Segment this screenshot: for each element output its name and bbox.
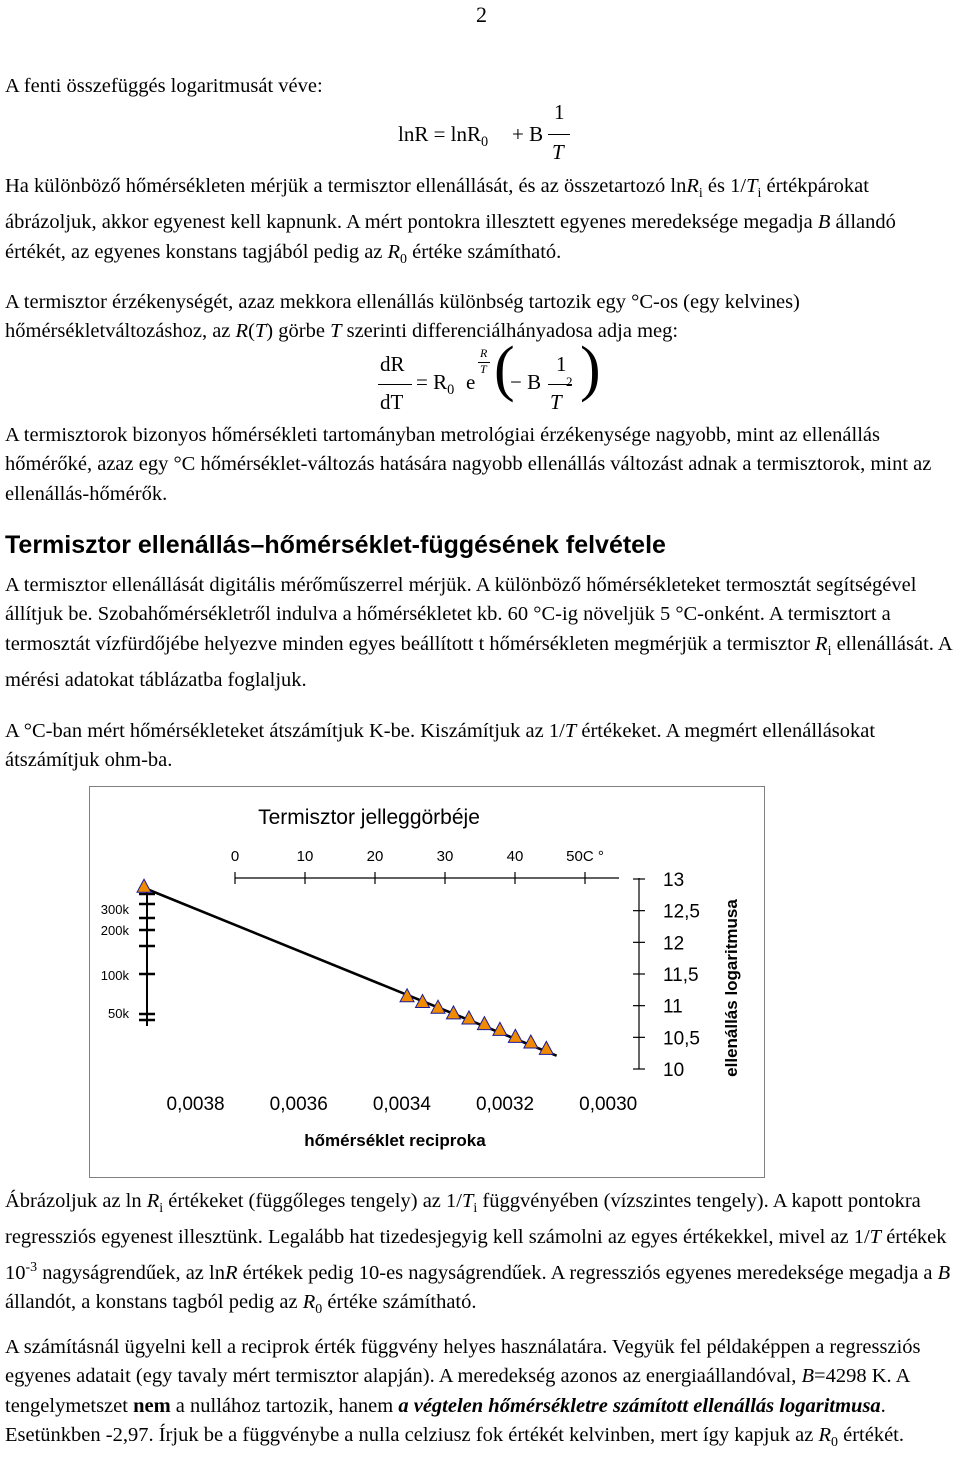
right-axis-tick-label: 10,5: [663, 1028, 700, 1050]
eq2-frac-den: T: [550, 390, 562, 414]
eq2-exp-base: e: [466, 370, 476, 394]
right-axis-tick-label: 12,5: [663, 901, 700, 923]
eq2-square: 2: [566, 374, 573, 389]
paragraph-sensitivity: A termisztor érzékenységét, azaz mekkora ellenállás különbség tartozik egy °C-os (egy kelvines) hőmérsékletváltozáshoz, az R(T) görbe T szerinti differenciálhányadosa adja meg:: [5, 291, 800, 343]
eq2-equals-r: = $R_0$: [416, 370, 455, 399]
top-axis-tick-label: 0: [230, 848, 240, 865]
right-axis-tick-label: 11,5: [663, 965, 699, 986]
right-axis-tick-label: 10: [663, 1060, 685, 1081]
thermistor-chart: [89, 786, 765, 1178]
top-axis-tick-label: 30: [436, 848, 454, 865]
x-axis-tick-label: 0,0034: [372, 1094, 431, 1115]
chart-xlabel: hőmérséklet reciproka: [304, 1131, 486, 1150]
chart-ylabel: ellenállás logaritmusa: [722, 899, 741, 1077]
eq2-left-paren: (: [494, 335, 515, 403]
x-axis-tick-label: 0,0032: [475, 1094, 535, 1115]
left-axis-tick-label: 200k: [100, 923, 129, 938]
top-axis-tick-label: 40: [506, 848, 524, 865]
log-equation: [398, 96, 598, 174]
eq1-fraction-bar: [548, 134, 570, 135]
eq2-exp-num: R: [480, 346, 488, 360]
left-axis-tick-label: 50k: [108, 1006, 129, 1021]
paragraph-calculation: A számításnál ügyelni kell a reciprok érték függvény helyes használatára. Vegyük fel példaképpen a regressziós egyenes adatait (egy tavaly mért termisztor alapján). A meredekség azonos az energiaállandóval, B=4298 K. A tengelymetszet nem a nullához tartozik, hanem a végtelen hőmérsékletre számított ellenállás logaritmusa. Esetünkben -2,97. Írjuk be a függvénybe a nulla celziusz fok értékét kelvinben, mert így kapjuk az $R_0$ értékét.: [5, 1336, 921, 1450]
top-axis-tick-label: 10: [296, 848, 314, 865]
eq2-right-paren: ): [580, 335, 601, 403]
top-axis-tick-label: 20: [366, 848, 384, 865]
eq2-denominator: dT: [380, 390, 404, 414]
left-axis-tick-label: 300k: [100, 902, 129, 917]
eq2-minus-b: − B: [510, 370, 542, 394]
eq2-numerator: dR: [380, 352, 405, 376]
right-axis-tick-label: 13: [663, 870, 685, 891]
paragraph-metrology: A termisztorok bizonyos hőmérsékleti tartományban metrológiai érzékenysége nagyobb, mint az ellenállás hőmérőké, azaz egy °C hőmérséklet-változás hatására nagyobb ellenállás változást adnak a termisztorok, mint az ellenállás-hőmérők.: [5, 424, 932, 505]
page-number: 2: [476, 2, 487, 27]
x-axis-tick-label: 0,0036: [269, 1094, 328, 1115]
x-axis-tick-label: 0,0038: [166, 1094, 225, 1115]
eq1-plus-b: + B: [512, 122, 544, 146]
x-axis-tick-label: 0,0030: [579, 1094, 638, 1115]
paragraph-regression: Ábrázoljuk az $\ln R_i$ értékeket (függőleges tengely) az $1/T_i$ függvényében (vízszintes tengely). A kapott pontokra regressziós egyenest illesztünk. Legalább hat tizedesjegyig kell számolni az egyes értékekkel, mivel az 1/T értékek $10^{-3}$ nagyságrendűek, az lnR értékek pedig 10-es nagyságrendűek. A regressziós egyenes meredeksége megadja a B állandót, a konstans tagból pedig az $R_0$ értéke számítható.: [5, 1190, 951, 1317]
eq1-lhs: lnR = lnR$_0$: [398, 122, 489, 151]
right-axis-tick-label: 12: [663, 933, 685, 955]
top-axis-tick-label: 50C °: [566, 848, 604, 865]
section-heading: Termisztor ellenállás–hőmérséklet-függésének felvétele: [5, 531, 666, 559]
chart-title: Termisztor jelleggörbéje: [258, 806, 480, 829]
eq2-exp-den: T: [480, 362, 487, 376]
eq1-denominator: T: [552, 140, 564, 164]
derivative-equation: [372, 335, 632, 430]
intro-paragraph: A fenti összefüggés logaritmusát véve:: [5, 75, 323, 97]
paragraph-measurement: A termisztor ellenállását digitális mérőműszerrel mérjük. A különböző hőmérsékleteket termosztát segítségével állítjuk be. Szobahőmérsékletről indulva a hőmérsékletet kb. 60 °C-ig növeljük 5 °C-onként. A termisztort a termosztát vízfürdőjébe helyezve minden egyes beállított t hőmérsékleten megmérjük a termisztor $R_i$ ellenállását. A mérési adatokat táblázatba foglaljuk.: [5, 574, 952, 691]
eq2-fraction-bar: [378, 384, 412, 385]
paragraph-conversion: A °C-ban mért hőmérsékleteket átszámítjuk K-be. Kiszámítjuk az 1/T értékeket. A megmért ellenállásokat átszámítjuk ohm-ba.: [5, 720, 876, 772]
eq2-frac-num: 1: [556, 352, 567, 376]
paragraph-linearization: Ha különböző hőmérsékleten mérjük a termisztor ellenállását, és az összetartozó lnR$_i$ és $1/T_i$ értékpárokat ábrázoljuk, akkor egyenest kell kapnunk. A mért pontokra illesztett egyenes meredeksége megadja B állandó értékét, az egyenes konstans tagjából pedig az $R_0$ értéke számítható.: [5, 175, 896, 267]
chart-svg: [89, 786, 765, 1178]
left-axis-tick-label: 100k: [100, 968, 129, 983]
eq1-numerator: 1: [554, 100, 565, 124]
right-axis-tick-label: 11: [663, 996, 683, 1018]
